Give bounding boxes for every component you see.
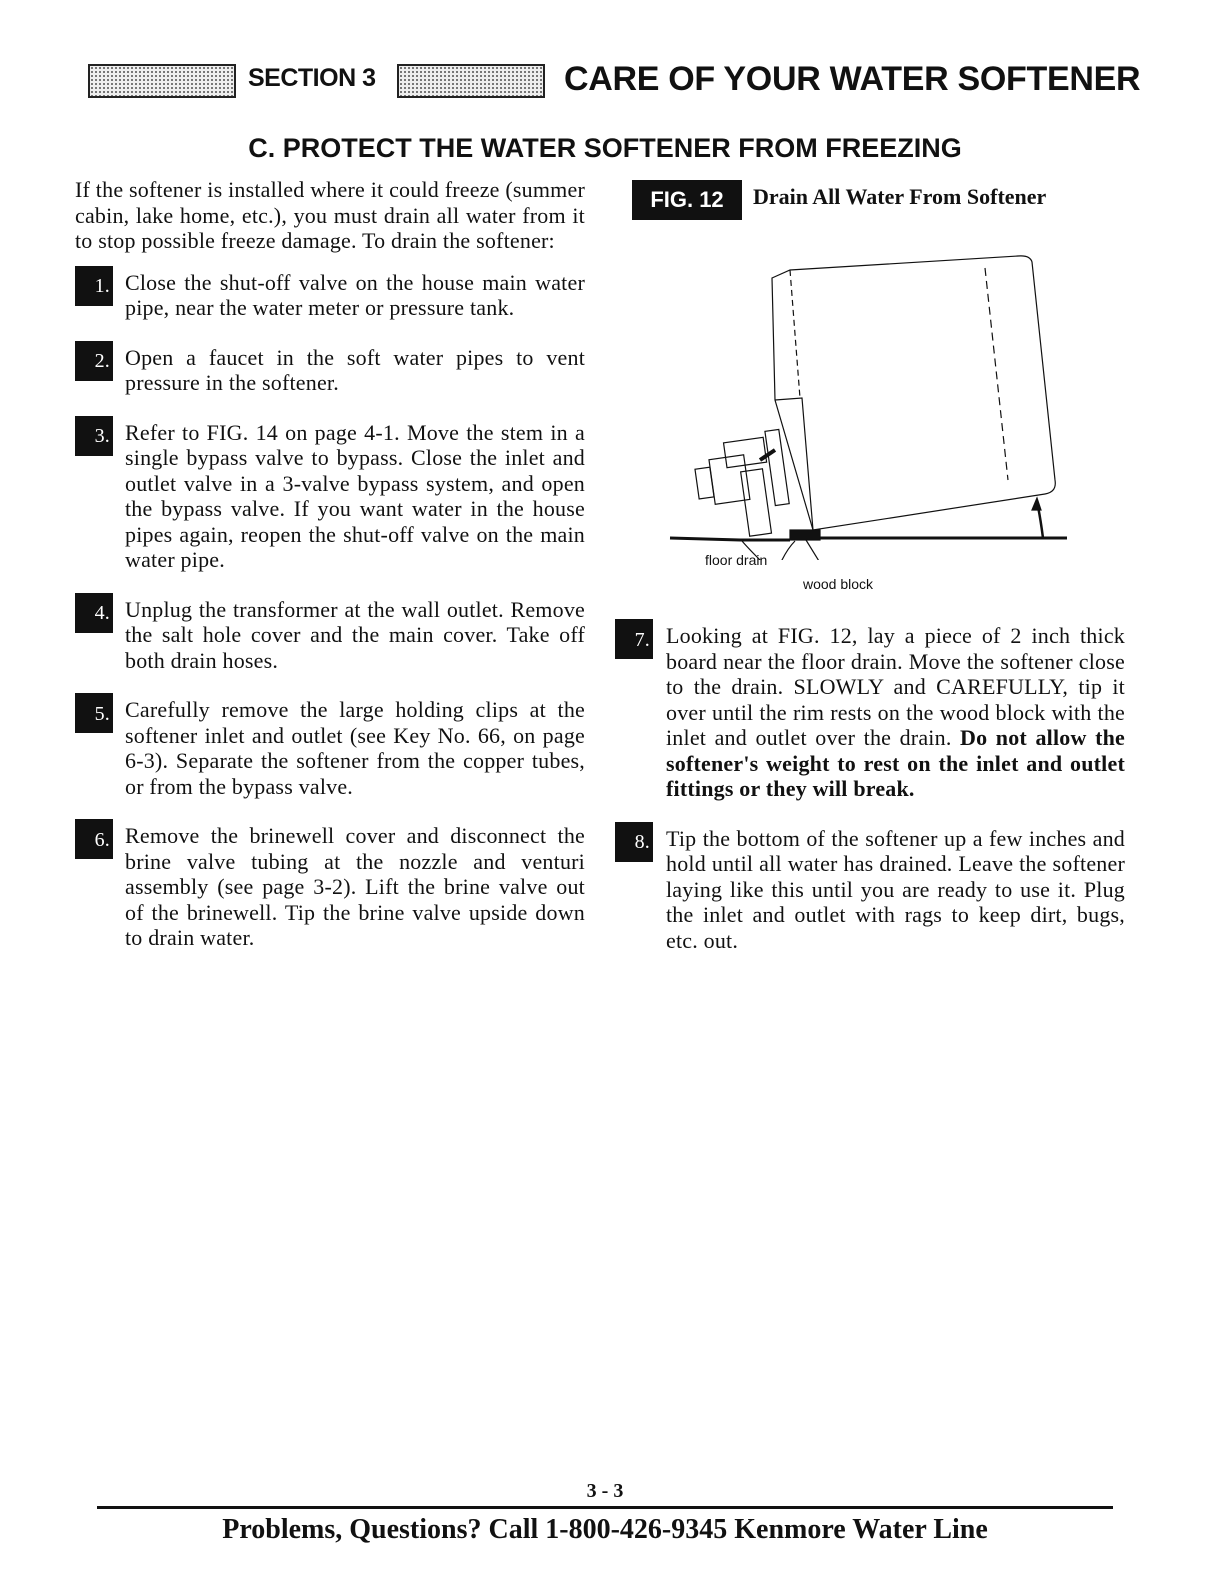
intro-paragraph: If the softener is installed where it could freeze (summer cabin, lake home, etc.), you must drain all water from it to stop possible freeze damage. To drain the softener:	[75, 177, 585, 253]
step-text: Unplug the transformer at the wall outlet. Remove the salt hole cover and the main cover. Take off both drain hoses.	[125, 596, 585, 673]
step-3	[75, 420, 585, 573]
footer-helpline: Problems, Questions? Call 1-800-426-9345 Kenmore Water Line	[222, 1514, 988, 1545]
wood-block	[790, 530, 820, 540]
step-text-normal: Looking at FIG. 12, lay a piece of 2 inch thick board near the floor drain. Move the softener close to the drain. SLOWLY and CAREFULLY, tip it over until the rim rests on the wood block with the inlet and outlet over the drain.	[666, 623, 1125, 750]
step-number: 3.	[75, 416, 113, 456]
footer-rule	[97, 1506, 1113, 1509]
step-number: 1.	[75, 266, 113, 306]
step-7	[615, 623, 1125, 802]
floor-drain-label: floor drain	[705, 552, 768, 568]
header-pattern-bar	[88, 64, 236, 98]
right-column	[615, 623, 1125, 977]
step-text: Tip the bottom of the softener up a few inches and hold until all water has drained. Leave the softener laying like this until you are ready to use it. Plug the inlet and outlet with rags to keep dirt, bugs, etc. out.	[666, 825, 1125, 953]
step-number: 2.	[75, 341, 113, 381]
step-text: Carefully remove the large holding clips at the softener inlet and outlet (see Key No. 66, on page 6-3). Separate the softener from the copper tubes, or from the bypass valve.	[125, 697, 585, 799]
step-text: Remove the brinewell cover and disconnect the brine valve tubing at the nozzle and venturi assembly (see page 3-2). Lift the brine valve out of the brinewell. Tip the brine valve upside down to drain water.	[125, 823, 585, 950]
step-warning: Do not allow the softener's weight to rest on the inlet and outlet fittings or they will break.	[666, 725, 1125, 801]
page-number: 3 - 3	[586, 1480, 624, 1502]
step-2	[75, 345, 585, 396]
step-8	[615, 826, 1125, 954]
softener-tank	[772, 256, 1055, 530]
step-6	[75, 823, 585, 951]
step-number: 7.	[615, 619, 653, 659]
step-text	[666, 623, 1125, 802]
step-text: Open a faucet in the soft water pipes to vent pressure in the softener.	[125, 344, 585, 395]
section-title: CARE OF YOUR WATER SOFTENER	[564, 60, 1141, 98]
header-pattern-bar	[397, 64, 545, 98]
wood-block-label: wood block	[803, 576, 874, 592]
figure-label: FIG. 12	[632, 180, 742, 220]
valve-assembly	[695, 429, 789, 536]
section-header	[88, 60, 1141, 102]
floor-line	[670, 538, 1067, 540]
step-text: Close the shut-off valve on the house main water pipe, near the water meter or pressure tank.	[125, 269, 585, 320]
left-column	[75, 177, 585, 975]
step-text: Refer to FIG. 14 on page 4-1. Move the stem in a single bypass valve to bypass. Close the inlet and outlet valve in a 3-valve bypass system, and open the bypass valve. If you want water in the house pipes again, reopen the shut-off valve on the main water pipe.	[125, 419, 585, 572]
step-number: 4.	[75, 593, 113, 633]
figure-title: Drain All Water From Softener	[753, 184, 1047, 209]
softener-drain-illustration	[600, 230, 1080, 560]
step-4	[75, 597, 585, 674]
page-heading: C. PROTECT THE WATER SOFTENER FROM FREEZING	[248, 133, 962, 163]
step-number: 6.	[75, 819, 113, 859]
section-number: SECTION 3	[248, 64, 376, 92]
step-number: 8.	[615, 822, 653, 862]
step-5	[75, 697, 585, 799]
step-number: 5.	[75, 693, 113, 733]
step-1	[75, 270, 585, 321]
